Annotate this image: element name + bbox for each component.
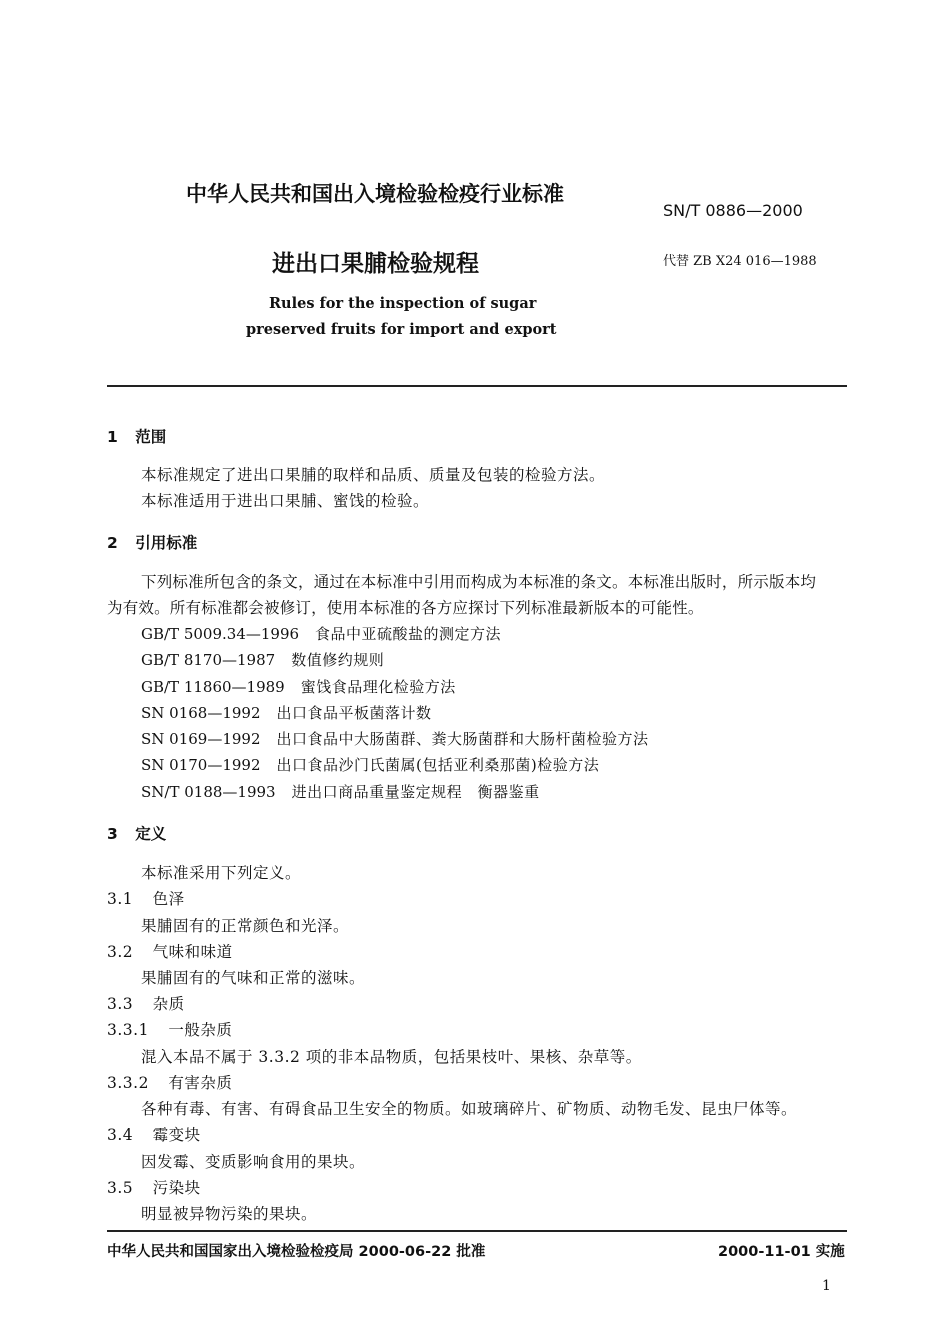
reference-title: 出口食品沙门氏菌属(包括亚利桑那菌)检验方法	[276, 756, 600, 774]
reference-code: SN 0169—1992	[141, 730, 261, 748]
effective-date: 2000-11-01 实施	[718, 1244, 845, 1260]
reference-code: GB/T 5009.34—1996	[141, 625, 300, 643]
definition-term: 一般杂质	[168, 1021, 233, 1039]
header-divider	[107, 385, 847, 387]
refs-intro-line-1: 下列标准所包含的条文，通过在本标准中引用而构成为本标准的条文。本标准出版时，所示版本均	[141, 573, 817, 591]
definition-number: 3.5	[107, 1179, 134, 1197]
section-1-title: 范围	[135, 428, 167, 446]
definition-number: 3.4	[107, 1126, 134, 1144]
industry-standard-label: 中华人民共和国出入境检验检疫行业标准	[186, 182, 564, 206]
section-3-title: 定义	[135, 825, 167, 843]
definition-term: 污染块	[152, 1179, 201, 1197]
reference-title: 进出口商品重量鉴定规程 衡器鉴重	[291, 783, 540, 801]
reference-code: GB/T 8170—1987	[141, 651, 276, 669]
definition-text: 混入本品不属于 3.3.2 项的非本品物质，包括果枝叶、果核、杂草等。	[141, 1048, 642, 1066]
definition-term: 杂质	[152, 995, 185, 1013]
definition-text: 因发霉、变质影响食用的果块。	[141, 1153, 366, 1171]
footer-divider	[107, 1230, 847, 1232]
refs-intro-line-2: 为有效。所有标准都会被修订，使用本标准的各方应探讨下列标准最新版本的可能性。	[107, 599, 704, 617]
reference-title: 蜜饯食品理化检验方法	[300, 678, 456, 696]
reference-title: 食品中亚硫酸盐的测定方法	[315, 625, 502, 643]
section-1-number: 1	[107, 428, 118, 446]
definition-heading	[107, 887, 185, 909]
reference-item	[141, 676, 456, 697]
definitions-intro: 本标准采用下列定义。	[141, 864, 302, 882]
section-2-title: 引用标准	[135, 534, 198, 552]
approval-statement: 中华人民共和国国家出入境检验检疫局 2000-06-22 批准	[107, 1244, 486, 1260]
reference-item	[141, 623, 501, 644]
scope-paragraph-1: 本标准规定了进出口果脯的取样和品质、质量及包装的检验方法。	[141, 466, 606, 484]
definition-term: 气味和味道	[152, 943, 233, 961]
definition-number: 3.1	[107, 890, 134, 908]
replaces-standard: 代替 ZB X24 016—1988	[663, 254, 817, 269]
definition-heading	[107, 940, 233, 962]
section-3-number: 3	[107, 825, 118, 843]
definition-heading	[107, 1018, 232, 1040]
definition-term: 色泽	[152, 890, 185, 908]
reference-item	[141, 649, 384, 670]
definition-heading	[107, 1123, 201, 1145]
section-1-heading	[107, 425, 166, 447]
definition-heading	[107, 992, 185, 1014]
definition-text: 果脯固有的正常颜色和光泽。	[141, 917, 350, 935]
definition-number: 3.3	[107, 995, 134, 1013]
reference-title: 数值修约规则	[291, 651, 385, 669]
reference-code: SN/T 0188—1993	[141, 783, 276, 801]
reference-item	[141, 728, 649, 749]
definition-number: 3.3.2	[107, 1074, 149, 1092]
document-title-cn: 进出口果脯检验规程	[272, 251, 479, 277]
document-title-en-line2: preserved fruits for import and export	[246, 321, 557, 338]
definition-term: 霉变块	[152, 1126, 201, 1144]
reference-title: 出口食品中大肠菌群、粪大肠菌群和大肠杆菌检验方法	[276, 730, 649, 748]
section-3-heading	[107, 822, 166, 844]
definition-term: 有害杂质	[168, 1074, 233, 1092]
section-2-heading	[107, 531, 197, 553]
scope-paragraph-2: 本标准适用于进出口果脯、蜜饯的检验。	[141, 492, 430, 510]
definition-number: 3.2	[107, 943, 134, 961]
reference-item	[141, 754, 599, 775]
section-2-number: 2	[107, 534, 118, 552]
standard-number: SN/T 0886—2000	[663, 201, 803, 220]
reference-code: SN 0170—1992	[141, 756, 261, 774]
reference-code: SN 0168—1992	[141, 704, 261, 722]
definition-text: 明显被异物污染的果块。	[141, 1205, 318, 1223]
definition-number: 3.3.1	[107, 1021, 149, 1039]
definition-heading	[107, 1176, 201, 1198]
reference-item	[141, 702, 432, 723]
page-number: 1	[822, 1278, 831, 1294]
reference-item	[141, 781, 540, 802]
reference-title: 出口食品平板菌落计数	[276, 704, 432, 722]
reference-code: GB/T 11860—1989	[141, 678, 285, 696]
definition-text: 各种有毒、有害、有碍食品卫生安全的物质。如玻璃碎片、矿物质、动物毛发、昆虫尸体等。	[141, 1100, 798, 1118]
definition-heading	[107, 1071, 232, 1093]
document-title-en-line1: Rules for the inspection of sugar	[269, 295, 537, 312]
definition-text: 果脯固有的气味和正常的滋味。	[141, 969, 366, 987]
